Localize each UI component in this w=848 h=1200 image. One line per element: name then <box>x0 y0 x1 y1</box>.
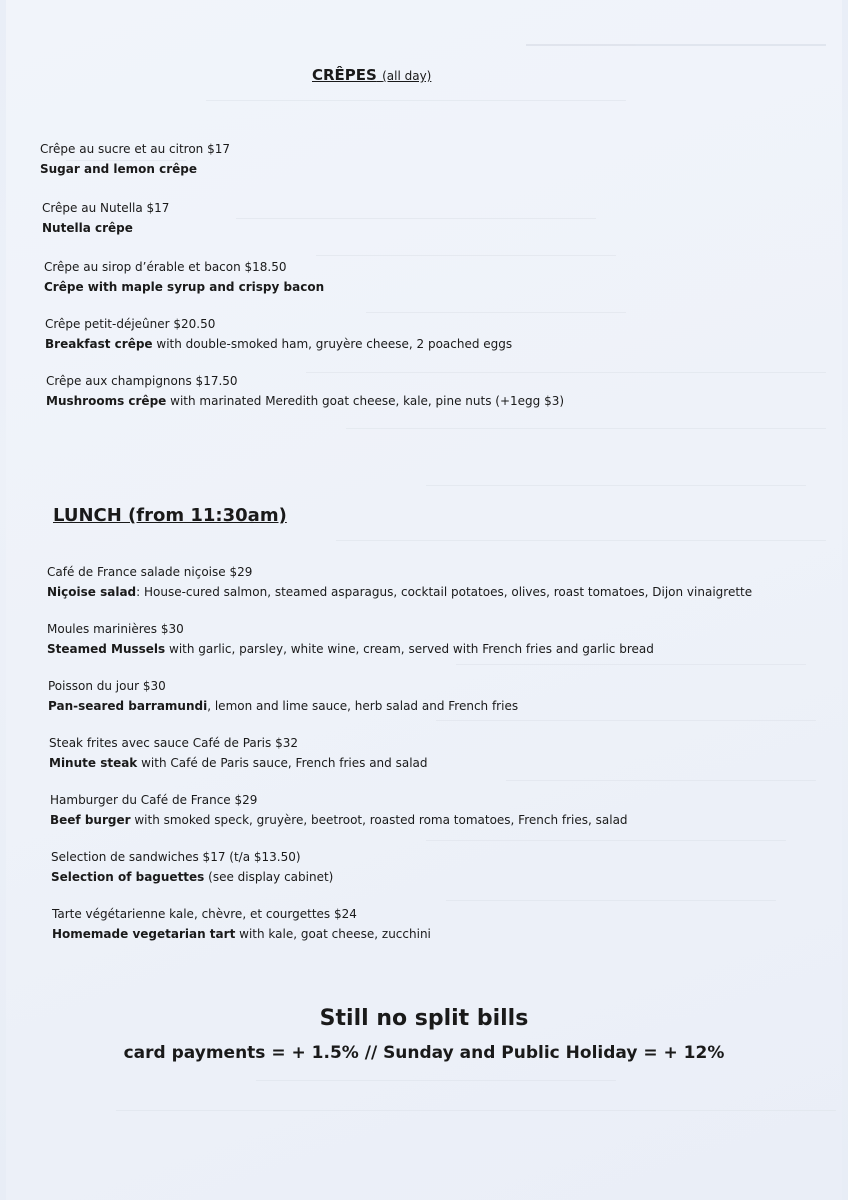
item-details: , lemon and lime sauce, herb salad and French fries <box>207 699 519 713</box>
item-english-description <box>45 334 512 354</box>
item-french-name: Poisson du jour $30 <box>48 679 166 693</box>
item-english-name: Homemade vegetarian tart <box>52 927 236 941</box>
item-english-description <box>51 867 333 887</box>
surcharge-notice: card payments = + 1.5% // Sunday and Public Holiday = + 12% <box>123 1043 725 1063</box>
item-french-name: Steak frites avec sauce Café de Paris $32 <box>49 736 298 750</box>
item-english-description <box>47 639 654 659</box>
lunch-item <box>50 790 628 830</box>
crepe-item <box>42 198 169 238</box>
item-english-name: Nutella crêpe <box>42 221 133 235</box>
item-english-name: Mushrooms crêpe <box>46 394 167 408</box>
item-english-name: Selection of baguettes <box>51 870 205 884</box>
lunch-item <box>49 733 428 773</box>
item-english-description <box>46 391 564 411</box>
crepes-title: CRÊPES <box>312 66 377 84</box>
item-english-description <box>44 277 324 297</box>
item-details: with Café de Paris sauce, French fries and salad <box>137 756 428 770</box>
lunch-item <box>52 904 431 944</box>
item-french-name: Hamburger du Café de France $29 <box>50 793 258 807</box>
item-french-name: Crêpe au sucre et au citron $17 <box>40 142 230 156</box>
item-details: (see display cabinet) <box>204 870 334 884</box>
item-english-name: Sugar and lemon crêpe <box>40 162 197 176</box>
item-english-description <box>47 582 752 602</box>
item-english-description <box>52 924 431 944</box>
item-english-description <box>40 159 230 179</box>
item-french-name: Selection de sandwiches $17 (t/a $13.50) <box>51 850 301 864</box>
item-french-name: Crêpe aux champignons $17.50 <box>46 374 238 388</box>
item-details: with marinated Meredith goat cheese, kale, pine nuts (+1egg $3) <box>166 394 565 408</box>
item-details: with double-smoked ham, gruyère cheese, 2 poached eggs <box>152 337 513 351</box>
item-french-name: Moules marinières $30 <box>47 622 184 636</box>
item-french-name: Café de France salade niçoise $29 <box>47 565 253 579</box>
crepe-item <box>44 257 324 297</box>
item-details: with garlic, parsley, white wine, cream, served with French fries and garlic bread <box>165 642 654 656</box>
crepe-item <box>40 139 230 179</box>
lunch-item <box>48 676 518 716</box>
item-english-name: Steamed Mussels <box>47 642 166 656</box>
item-english-name: Minute steak <box>49 756 138 770</box>
lunch-item <box>47 562 752 602</box>
item-french-name: Tarte végétarienne kale, chèvre, et courgettes $24 <box>52 907 357 921</box>
item-english-description <box>42 218 169 238</box>
item-english-description <box>48 696 518 716</box>
lunch-item <box>51 847 333 887</box>
crepe-item <box>45 314 512 354</box>
item-english-name: Pan-seared barramundi <box>48 699 208 713</box>
crepes-subtitle: (all day) <box>382 69 432 83</box>
item-english-name: Crêpe with maple syrup and crispy bacon <box>44 280 325 294</box>
crepes-heading <box>312 66 431 84</box>
item-details: with kale, goat cheese, zucchini <box>235 927 431 941</box>
no-split-bills-notice: Still no split bills <box>319 1006 529 1031</box>
item-french-name: Crêpe petit-déjeûner $20.50 <box>45 317 216 331</box>
item-french-name: Crêpe au sirop d’érable et bacon $18.50 <box>44 260 287 274</box>
item-english-name: Beef burger <box>50 813 131 827</box>
item-english-name: Breakfast crêpe <box>45 337 153 351</box>
lunch-item <box>47 619 654 659</box>
item-details: : House-cured salmon, steamed asparagus, cocktail potatoes, olives, roast tomatoes, Dijon vinaigrette <box>136 585 753 599</box>
lunch-heading: LUNCH (from 11:30am) <box>53 505 287 526</box>
item-french-name: Crêpe au Nutella $17 <box>42 201 170 215</box>
item-details: with smoked speck, gruyère, beetroot, roasted roma tomatoes, French fries, salad <box>130 813 628 827</box>
crepe-item <box>46 371 564 411</box>
item-english-description <box>49 753 428 773</box>
item-english-name: Niçoise salad <box>47 585 137 599</box>
item-english-description <box>50 810 628 830</box>
